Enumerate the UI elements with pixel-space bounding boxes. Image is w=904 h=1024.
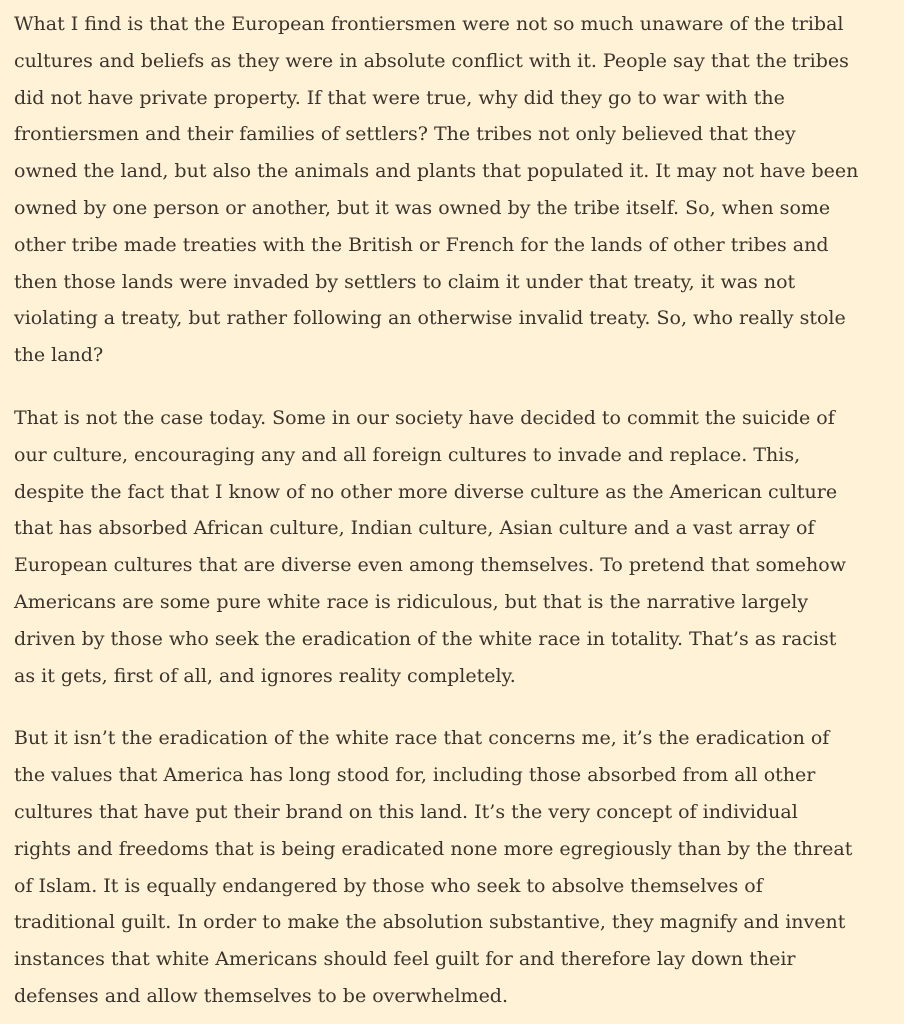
paragraph-1 — [14, 6, 904, 374]
text-line: that has absorbed African culture, Indian culture, Asian culture and a vast array of — [14, 517, 815, 540]
text-line: But it isn’t the eradication of the white race that concerns me, it’s the eradication of — [14, 727, 830, 750]
text-line: That is not the case today. Some in our society have decided to commit the suicide of — [14, 406, 835, 429]
text-line: violating a treaty, but rather following an otherwise invalid treaty. So, who really stole — [14, 307, 846, 330]
text-line: Americans are some pure white race is ridiculous, but that is the narrative largely — [14, 590, 809, 613]
text-line: our culture, encouraging any and all foreign cultures to invade and replace. This, — [14, 443, 801, 466]
text-line: traditional guilt. In order to make the absolution substantive, they magnify and invent — [14, 911, 846, 934]
text-line: owned by one person or another, but it was owned by the tribe itself. So, when some — [14, 196, 831, 219]
text-line: European cultures that are diverse even among themselves. To pretend that somehow — [14, 554, 846, 577]
text-line: frontiersmen and their families of settlers? The tribes not only believed that they — [14, 123, 796, 146]
paragraph-3 — [14, 720, 904, 1014]
text-line: rights and freedoms that is being eradicated none more egregiously than by the threat — [14, 837, 853, 860]
text-line: defenses and allow themselves to be overwhelmed. — [14, 984, 509, 1007]
text-line: then those lands were invaded by settlers to claim it under that treaty, it was not — [14, 270, 796, 293]
text-line: the land? — [14, 344, 104, 367]
text-line: instances that white Americans should feel guilt for and therefore lay down their — [14, 948, 796, 971]
text-line: did not have private property. If that were true, why did they go to war with the — [14, 86, 785, 109]
text-line: of Islam. It is equally endangered by those who seek to absolve themselves of — [14, 874, 763, 897]
text-line: the values that America has long stood for, including those absorbed from all other — [14, 764, 816, 787]
text-line: cultures that have put their brand on this land. It’s the very concept of individual — [14, 800, 798, 823]
text-line: other tribe made treaties with the British or French for the lands of other tribes and — [14, 233, 829, 256]
text-line: as it gets, first of all, and ignores reality completely. — [14, 664, 516, 687]
text-line: What I find is that the European frontiersmen were not so much unaware of the tribal — [14, 13, 844, 35]
text-line: despite the fact that I know of no other more diverse culture as the American culture — [14, 480, 838, 503]
paragraph-2 — [14, 400, 904, 694]
text-line: owned the land, but also the animals and plants that populated it. It may not have been — [14, 160, 859, 183]
text-line: cultures and beliefs as they were in absolute conflict with it. People say that the tribes — [14, 49, 849, 72]
text-line: driven by those who seek the eradication of the white race in totality. That’s as racist — [14, 627, 837, 650]
